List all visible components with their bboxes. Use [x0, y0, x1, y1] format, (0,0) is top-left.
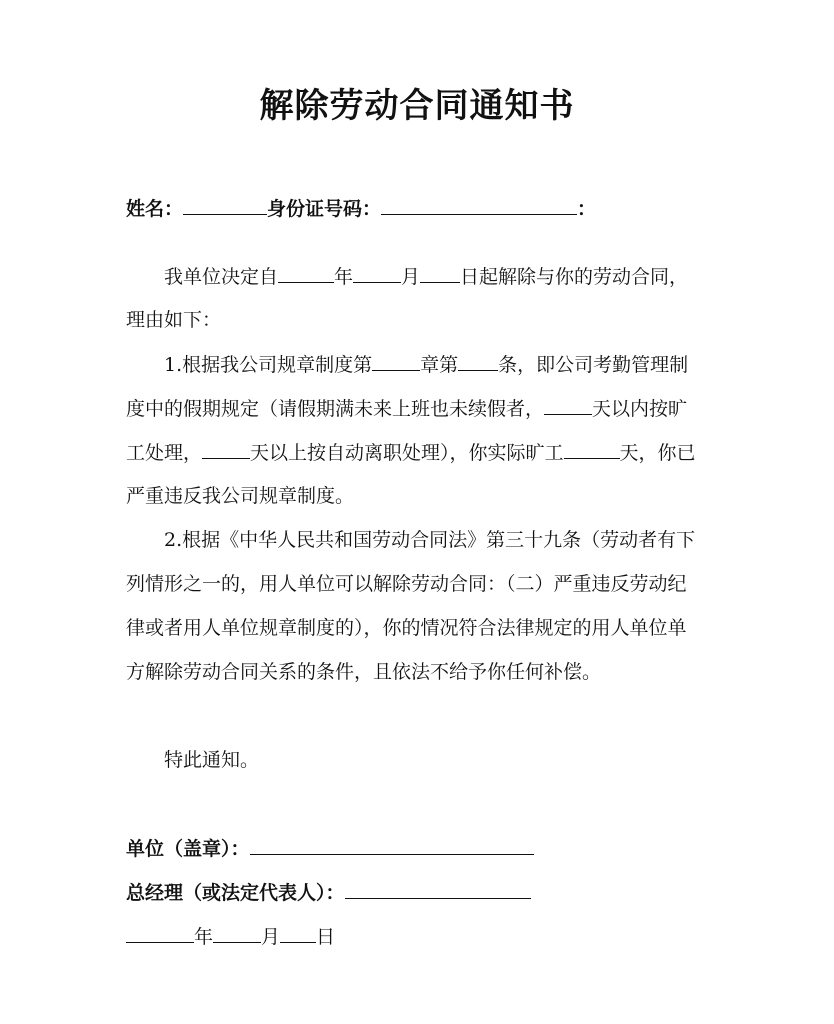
start-month-blank — [353, 264, 401, 283]
intro-line-1 — [164, 264, 688, 289]
reason1-text-d: 度中的假期规定（请假期满未来上班也未续假者， — [126, 398, 545, 420]
start-year-blank — [278, 264, 334, 283]
name-label: 姓名： — [126, 198, 184, 220]
notice-text: 特此通知。 — [164, 749, 260, 771]
reason1-text-a: 1.根据我公司规章制度第 — [164, 354, 373, 376]
reason1-text-h: 天，你已 — [619, 442, 696, 464]
manager-blank — [345, 880, 531, 899]
reason1-text-c: 条，即公司考勤管理制 — [498, 354, 689, 376]
reason2-line-4: 方解除劳动合同关系的条件，且依法不给予你任何补偿。 — [126, 661, 602, 683]
intro-text-2: 日起解除与你的劳动合同， — [460, 266, 689, 288]
intro-month-text: 月 — [401, 266, 421, 288]
header-colon: ： — [577, 198, 597, 220]
manager-label: 总经理（或法定代表人）： — [126, 882, 345, 904]
intro-text-1: 我单位决定自 — [164, 266, 279, 288]
resign-days-blank — [202, 440, 250, 459]
unit-seal-label: 单位（盖章）： — [126, 838, 250, 860]
footer-date-line — [126, 924, 335, 949]
reason1-text-f: 工处理， — [126, 442, 203, 464]
intro-line-2: 理由如下： — [126, 309, 222, 331]
document-title: 解除劳动合同通知书 — [259, 86, 575, 126]
chapter-blank — [372, 352, 420, 371]
reason2-line-2: 列情形之一的，用人单位可以解除劳动合同：（二）严重违反劳动纪 — [126, 573, 687, 595]
id-number-blank — [381, 196, 577, 215]
actual-absent-blank — [564, 440, 620, 459]
reason2-line-1: 2.根据《中华人民共和国劳动合同法》第三十九条（劳动者有下 — [164, 529, 696, 551]
intro-year-text: 年 — [334, 266, 354, 288]
manager-line — [126, 880, 531, 905]
footer-day-blank — [280, 924, 316, 943]
footer-year-text: 年 — [194, 926, 214, 948]
reason1-text-e: 天以内按旷 — [592, 398, 688, 420]
footer-year-blank — [126, 924, 194, 943]
reason1-line-4: 严重违反我公司规章制度。 — [126, 485, 355, 507]
id-label: 身份证号码： — [267, 198, 382, 220]
reason1-line-2 — [126, 396, 687, 421]
start-day-blank — [420, 264, 460, 283]
name-id-line — [126, 196, 596, 221]
reason1-line-1 — [164, 352, 688, 377]
unit-seal-blank — [250, 836, 534, 855]
reason1-text-b: 章第 — [420, 354, 459, 376]
footer-month-text: 月 — [261, 926, 281, 948]
reason1-text-g: 天以上按自动离职处理），你实际旷工 — [250, 442, 564, 464]
unit-seal-line — [126, 836, 534, 861]
footer-day-text: 日 — [316, 926, 336, 948]
name-blank — [183, 196, 267, 215]
reason1-line-3 — [126, 440, 696, 465]
reason2-line-3: 律或者用人单位规章制度的），你的情况符合法律规定的用人单位单 — [126, 617, 687, 639]
article-blank — [458, 352, 498, 371]
footer-month-blank — [213, 924, 261, 943]
absent-days-blank — [544, 396, 592, 415]
